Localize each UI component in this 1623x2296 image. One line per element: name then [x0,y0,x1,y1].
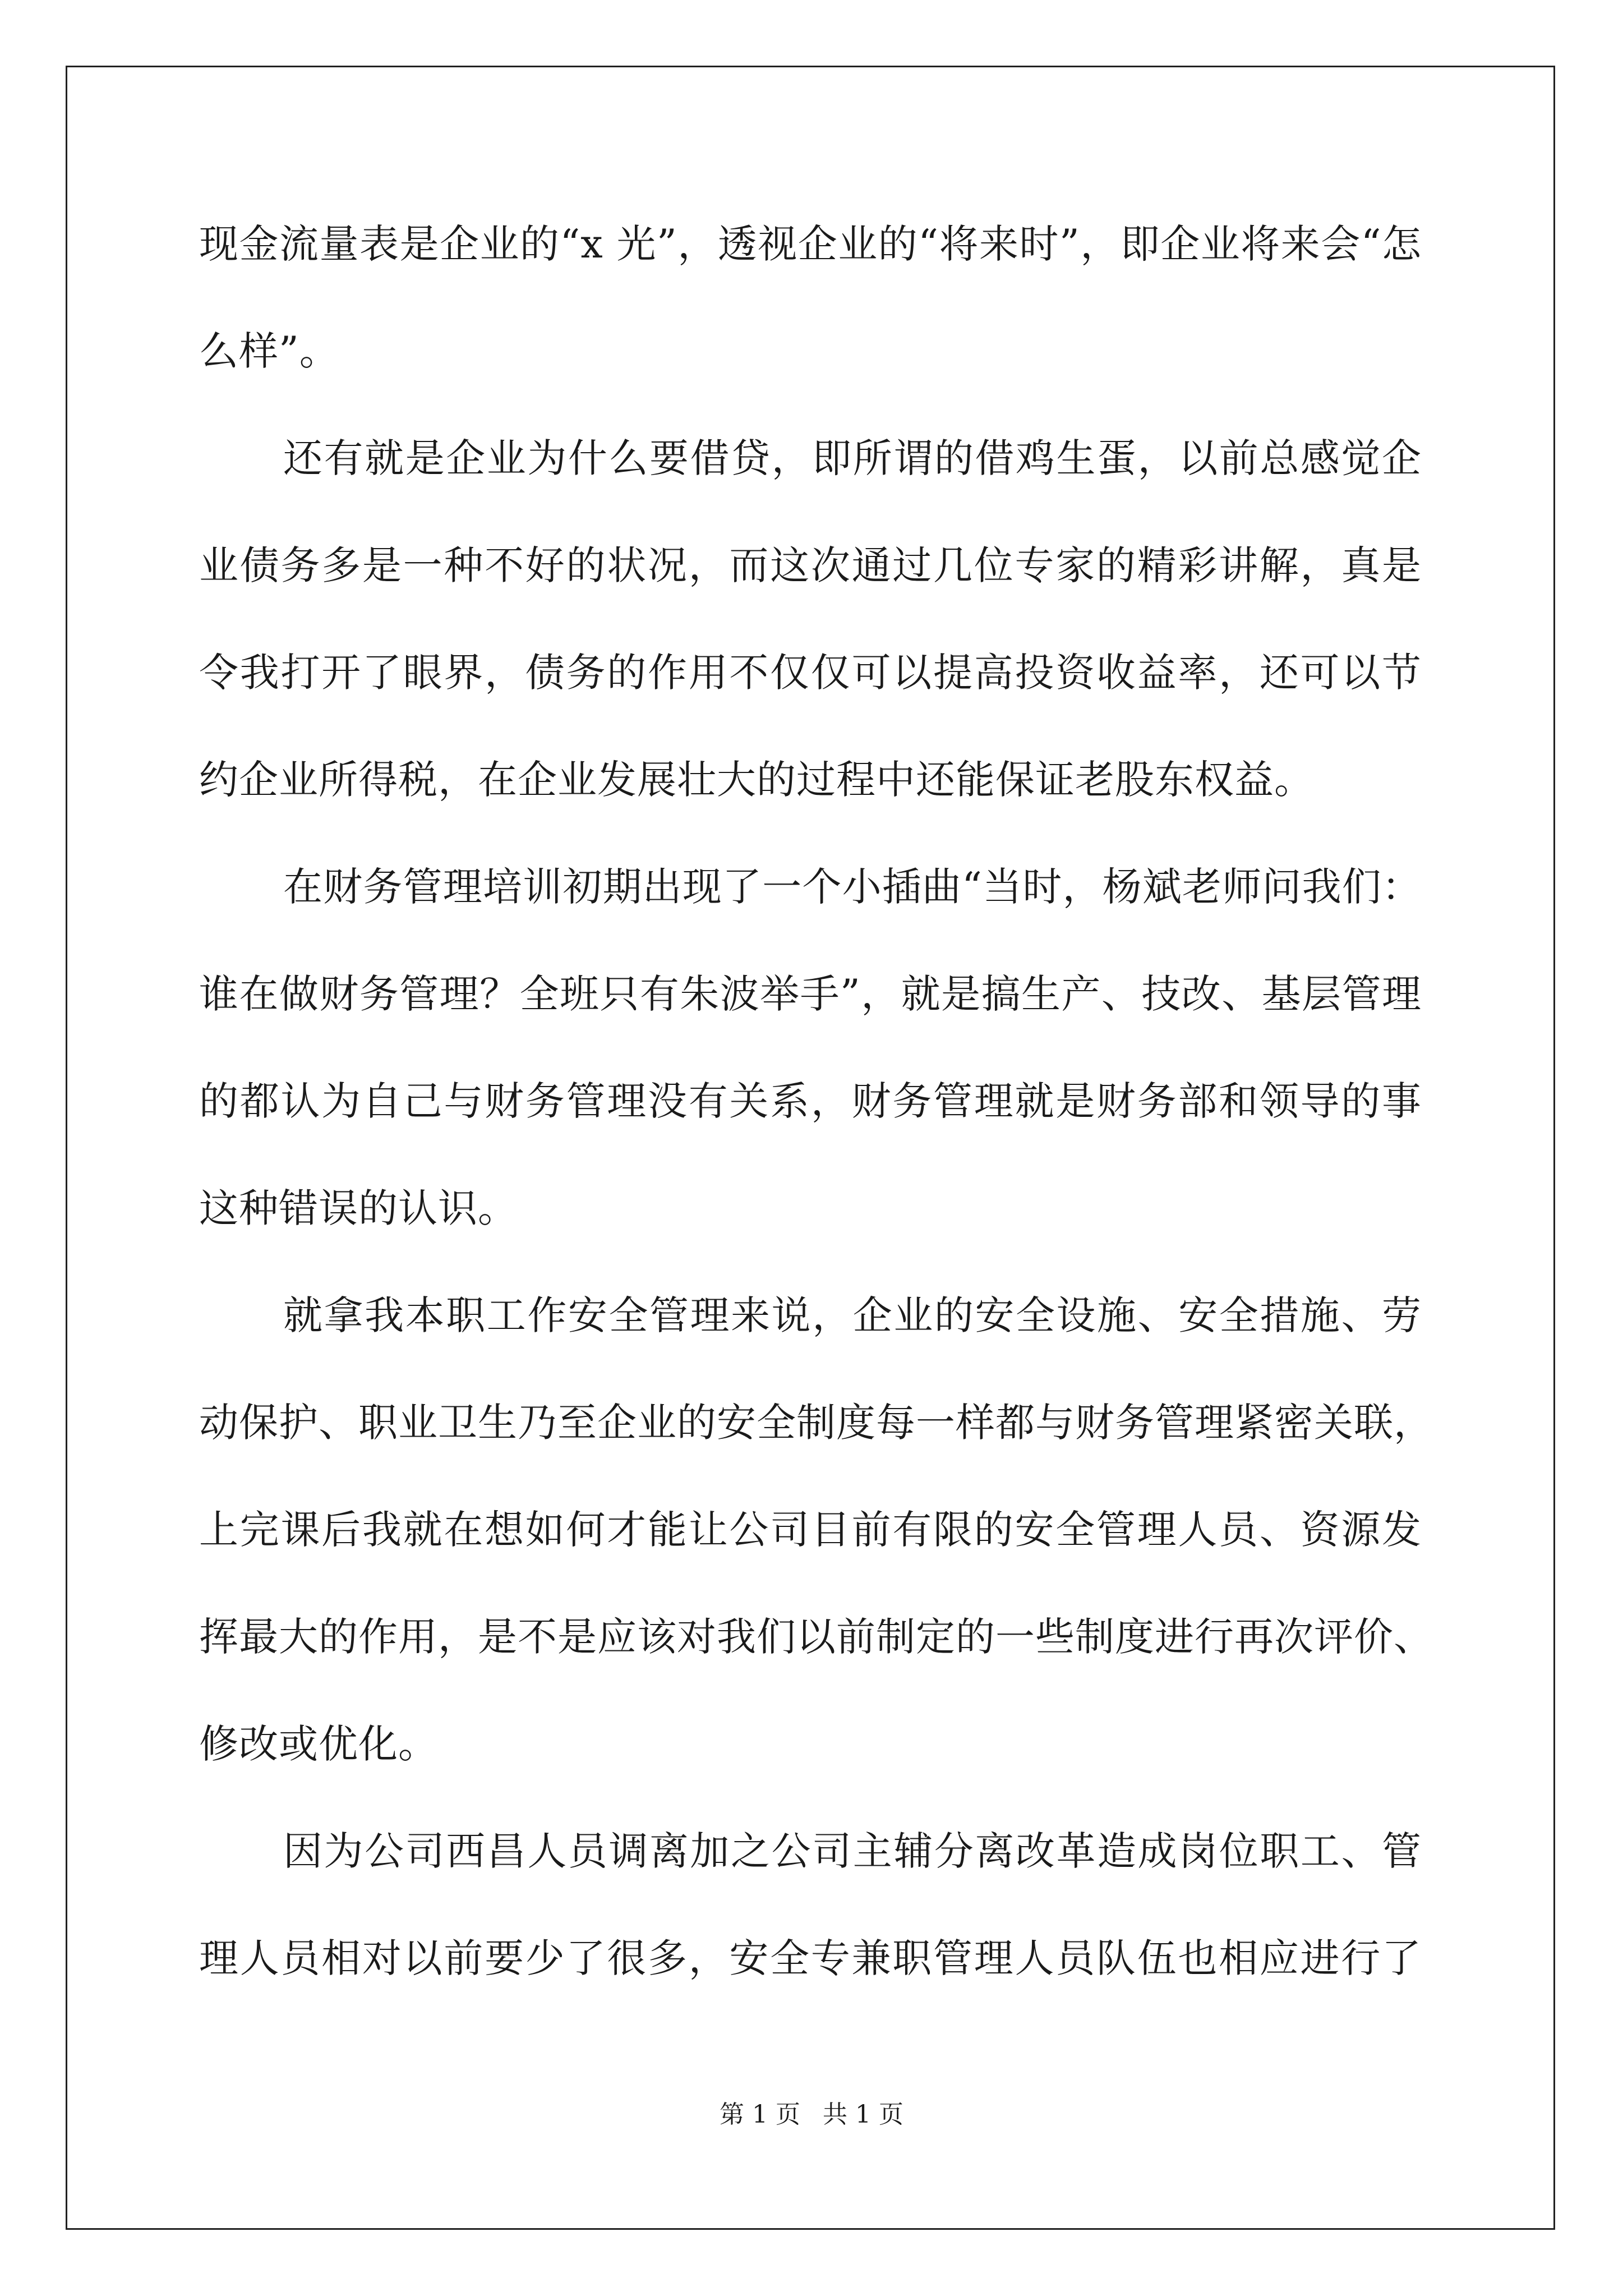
text-line: 上完课后我就在想如何才能让公司目前有限的安全管理人员、资源发 [199,1507,1422,1553]
text-line: 现金流量表是企业的“x 光”，透视企业的“将来时”，即企业将来会“怎 [199,221,1422,267]
document-body [199,213,1433,2035]
text-line: 令我打开了眼界，债务的作用不仅仅可以提高投资收益率，还可以节 [199,650,1422,696]
text-line: 约企业所得税，在企业发展壮大的过程中还能保证老股东权益。 [199,757,1314,803]
text-line: 的都认为自己与财务管理没有关系，财务管理就是财务部和领导的事 [199,1078,1422,1124]
text-line: 业债务多是一种不好的状况，而这次通过几位专家的精彩讲解，真是 [199,542,1422,588]
text-line: 就拿我本职工作安全管理来说，企业的安全设施、安全措施、劳 [283,1292,1422,1338]
page-number-total: 共 1 页 [823,2100,903,2129]
text-line: 还有就是企业为什么要借贷，即所谓的借鸡生蛋，以前总感觉企 [283,435,1422,481]
text-line: 动保护、职业卫生乃至企业的安全制度每一样都与财务管理紧密关联， [199,1400,1433,1446]
text-line: 理人员相对以前要少了很多，安全专兼职管理人员队伍也相应进行了 [199,1935,1422,1981]
text-line: 谁在做财务管理？全班只有朱波举手”，就是搞生产、技改、基层管理 [199,971,1422,1017]
page-footer [0,2098,1623,2132]
text-line: 么样”。 [199,328,339,374]
text-line: 修改或优化。 [199,1721,438,1767]
text-line: 这种错误的认识。 [199,1185,518,1231]
page-number-current: 第 1 页 [720,2100,800,2129]
text-line: 在财务管理培训初期出现了一个小插曲“当时，杨斌老师问我们： [283,864,1422,910]
text-line: 因为公司西昌人员调离加之公司主辅分离改革造成岗位职工、管 [283,1828,1422,1874]
text-line: 挥最大的作用，是不是应该对我们以前制定的一些制度进行再次评价、 [199,1614,1433,1660]
